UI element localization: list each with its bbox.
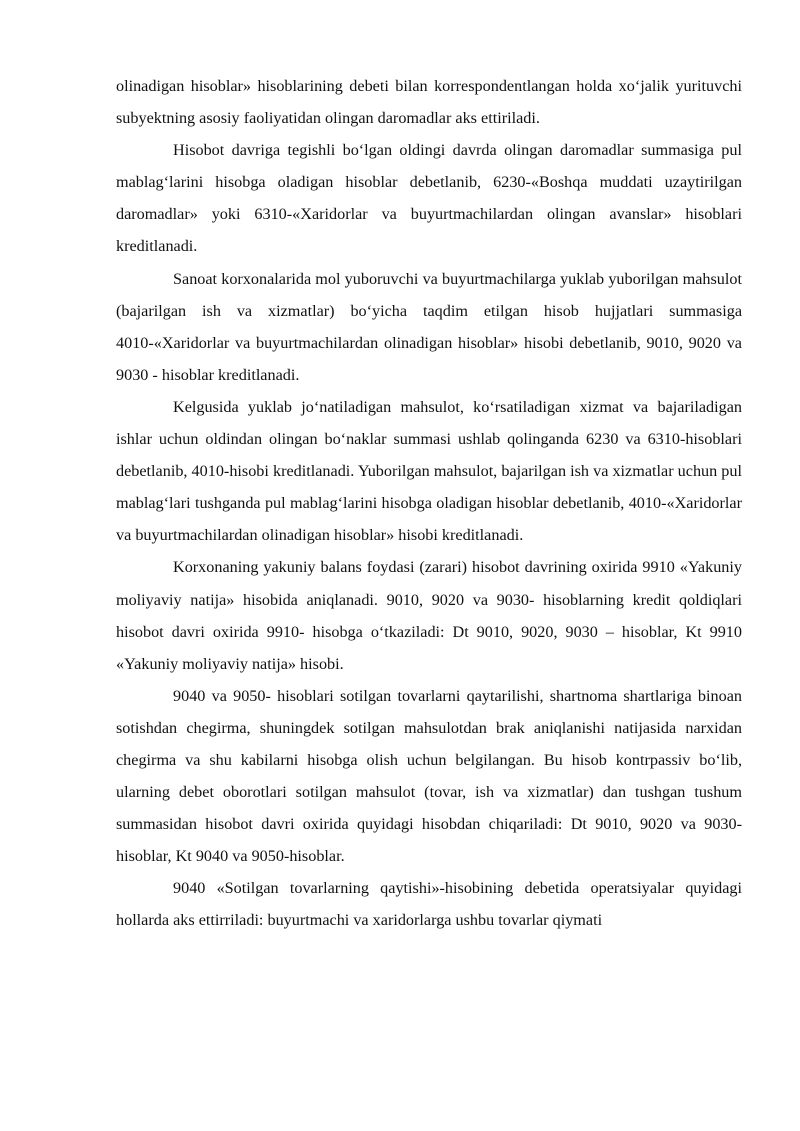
paragraph-returns: 9040 «Sotilgan tovarlarning qaytishi»-hisobining debetida operatsiyalar quyidagi hollarda aks ettirriladi: buyurtmachi va xaridorlarga ushbu tovarlar qiymati — [116, 879, 742, 930]
paragraph-industrial-shipments: Sanoat korxonalarida mol yuboruvchi va buyurtmachilarga yuklab yuborilgan mahsulot (bajarilgan ish va xizmatlar) bo‘yicha taqdim etilgan hisob hujjatlari summasiga 4010-«Xaridorlar va buyurtmachilardan olinadigan hisoblar» hisobi debetlanib, 9010, 9020 va 9030 - hisoblar kreditlanadi. — [116, 269, 742, 384]
paragraph-advance-payments: Kelgusida yuklab jo‘natiladigan mahsulot, ko‘rsatiladigan xizmat va bajariladigan ishlar uchun oldindan olingan bo‘naklar summasi ushlab qolinganda 6230 va 6310-hisoblari debetlanib, 4010-hisobi kreditlanadi. Yuborilgan mahsulot, bajarilgan ish va xizmatlar uchun pul mablag‘lari tushganda pul mablag‘larini hisobga oladigan hisoblar debetlanib, 4010-«Xaridorlar va buyurtmachilardan olinadigan hisoblar» hisobi kreditlanadi. — [116, 397, 742, 545]
paragraph-continuation: olinadigan hisoblar» hisoblarining debeti bilan korrespondentlangan holda xo‘jalik yurituvchi subyektning asosiy faoliyatidan olingan daromadlar aks ettiriladi. — [116, 77, 742, 128]
paragraph-final-balance: Korxonaning yakuniy balans foydasi (zarari) hisobot davrining oxirida 9910 «Yakuniy moliyaviy natija» hisobida aniqlanadi. 9010, 9020 va 9030- hisoblarning kredit qoldiqlari hisobot davri oxirida 9910- hisobga o‘tkaziladi: Dt 9010, 9020, 9030 – hisoblar, Kt 9910 «Yakuniy moliyaviy natija» hisobi. — [116, 558, 742, 673]
paragraph-prior-period-income: Hisobot davriga tegishli bo‘lgan oldingi davrda olingan daromadlar summasiga pul mablag‘larini hisobga oladigan hisoblar debetlanib, 6230-«Boshqa muddati uzaytirilgan daromadlar» yoki 6310-«Xaridorlar va buyurtmachilardan olingan avanslar» hisoblari kreditlanadi. — [116, 141, 742, 256]
document-page — [116, 70, 742, 937]
paragraph-contra-accounts: 9040 va 9050- hisoblari sotilgan tovarlarni qaytarilishi, shartnoma shartlariga binoan sotishdan chegirma, shuningdek sotilgan mahsulotdan brak aniqlanishi natijasida narxidan chegirma va shu kabilarni hisobga olish uchun belgilangan. Bu hisob kontrpassiv bo‘lib, ularning debet oborotlari sotilgan mahsulot (tovar, ish va xizmatlar) dan tushgan tushum summasidan hisobot davri oxirida quyidagi hisobdan chiqariladi: Dt 9010, 9020 va 9030-hisoblar, Kt 9040 va 9050-hisoblar. — [116, 686, 742, 866]
